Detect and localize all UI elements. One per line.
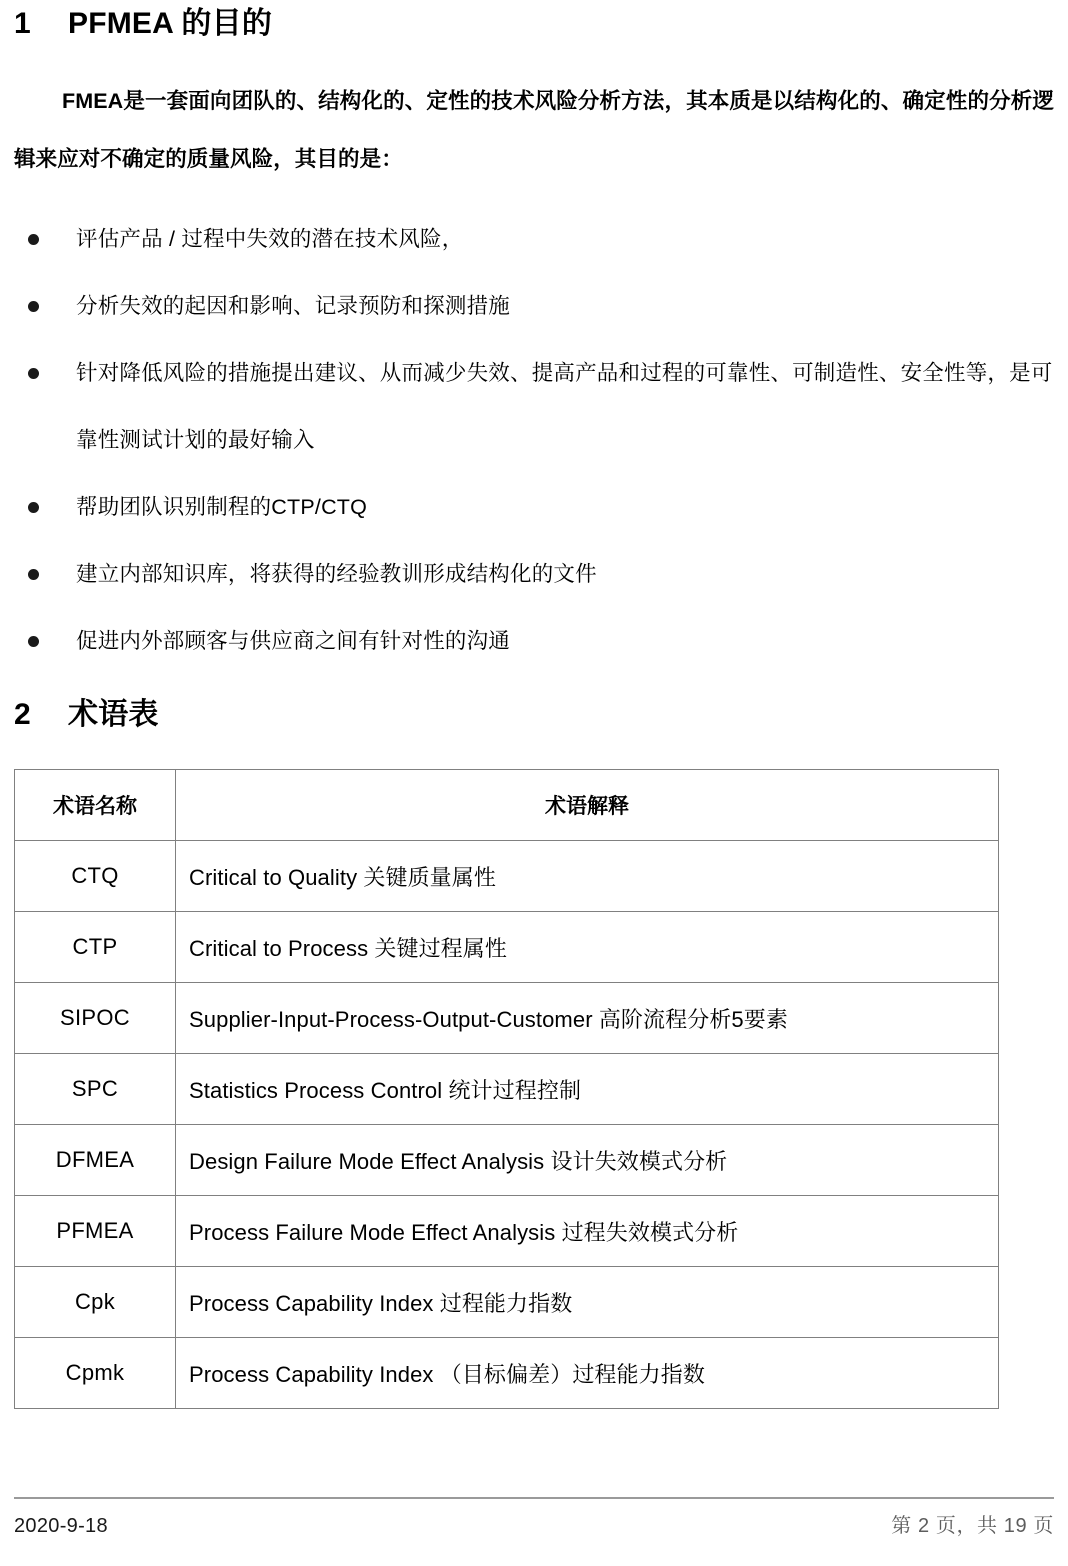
table-row	[15, 1338, 999, 1409]
table-row	[15, 1196, 999, 1267]
bullet-dot-icon	[28, 636, 39, 647]
section-2-title: 术语表	[68, 698, 159, 731]
list-item-label: 针对降低风险的措施提出建议、从而减少失效、提高产品和过程的可靠性、可制造性、安全性等，是可靠性测试计划的最好输入	[76, 361, 1053, 452]
cell-definition: Process Failure Mode Effect Analysis 过程失效模式分析	[176, 1196, 999, 1267]
bullet-dot-icon	[28, 368, 39, 379]
list-item	[14, 608, 1054, 675]
list-item-label: 促进内外部顾客与供应商之间有针对性的沟通	[76, 629, 511, 653]
table-row	[15, 841, 999, 912]
cell-definition: Critical to Quality 关键质量属性	[176, 841, 999, 912]
section-1-number: 1	[14, 7, 31, 40]
bullet-dot-icon	[28, 234, 39, 245]
cell-term: SIPOC	[15, 983, 176, 1054]
footer-date: 2020-9-18	[14, 1515, 108, 1537]
table-row	[15, 912, 999, 983]
cell-term: CTP	[15, 912, 176, 983]
list-item-label: 评估产品 / 过程中失效的潜在技术风险，	[76, 227, 464, 251]
purpose-bullet-list	[14, 188, 1054, 675]
section-2-number: 2	[14, 698, 31, 731]
section-1-title: PFMEA 的目的	[68, 7, 273, 40]
list-item	[14, 541, 1054, 608]
glossary-table	[14, 769, 999, 1409]
cell-definition: Process Capability Index 过程能力指数	[176, 1267, 999, 1338]
list-item	[14, 206, 1054, 273]
bullet-dot-icon	[28, 502, 39, 513]
bullet-dot-icon	[28, 569, 39, 580]
cell-term: Cpk	[15, 1267, 176, 1338]
list-item	[14, 340, 1054, 474]
cell-term: SPC	[15, 1054, 176, 1125]
column-header-definition: 术语解释	[176, 770, 999, 841]
footer-page-number: 第 2 页，共 19 页	[891, 1515, 1054, 1537]
cell-term: CTQ	[15, 841, 176, 912]
section-heading-1	[14, 0, 1054, 42]
cell-term: DFMEA	[15, 1125, 176, 1196]
list-item-label: 分析失效的起因和影响、记录预防和探测措施	[76, 294, 511, 318]
cell-term: PFMEA	[15, 1196, 176, 1267]
column-header-term: 术语名称	[15, 770, 176, 841]
section-2-block	[14, 675, 1054, 1409]
cell-definition: Design Failure Mode Effect Analysis 设计失效模式分析	[176, 1125, 999, 1196]
table-row	[15, 1054, 999, 1125]
cell-definition: Process Capability Index （目标偏差）过程能力指数	[176, 1338, 999, 1409]
list-item-label: 帮助团队识别制程的CTP/CTQ	[76, 495, 368, 519]
table-row	[15, 983, 999, 1054]
cell-definition: Statistics Process Control 统计过程控制	[176, 1054, 999, 1125]
table-row	[15, 1125, 999, 1196]
cell-definition: Critical to Process 关键过程属性	[176, 912, 999, 983]
list-item-label: 建立内部知识库，将获得的经验教训形成结构化的文件	[76, 562, 597, 586]
cell-definition: Supplier-Input-Process-Output-Customer 高阶流程分析5要素	[176, 983, 999, 1054]
page-footer	[14, 1497, 1054, 1538]
list-item	[14, 273, 1054, 340]
section-heading-2	[14, 697, 1054, 733]
table-header-row	[15, 770, 999, 841]
intro-paragraph	[14, 42, 1054, 188]
bullet-dot-icon	[28, 301, 39, 312]
list-item	[14, 474, 1054, 541]
cell-term: Cpmk	[15, 1338, 176, 1409]
intro-paragraph-text: FMEA是一套面向团队的、结构化的、定性的技术风险分析方法，其本质是以结构化的、确定性的分析逻辑来应对不确定的质量风险，其目的是：	[14, 89, 1054, 171]
table-row	[15, 1267, 999, 1338]
